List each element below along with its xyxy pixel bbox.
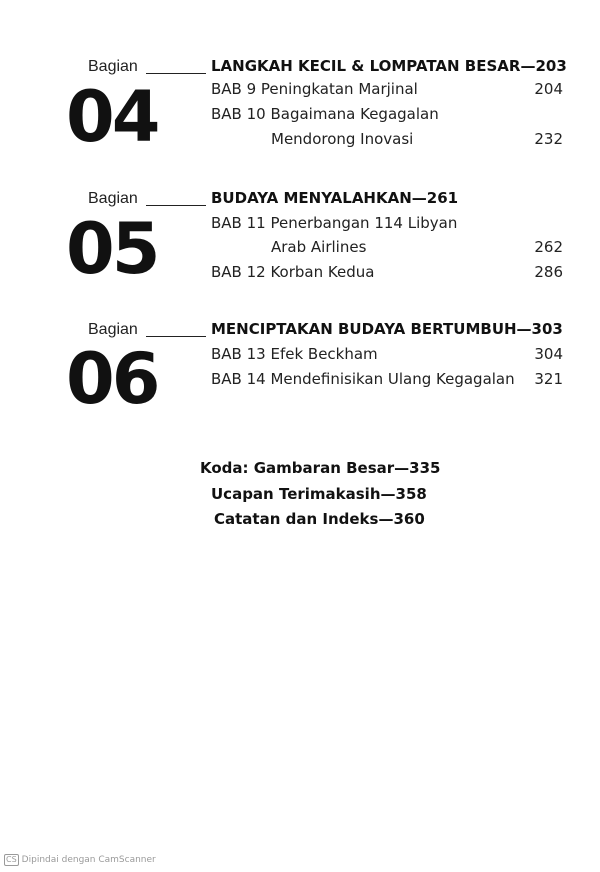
toc-entry-text: Arab Airlines [271, 238, 367, 256]
part-number: 06 [66, 338, 158, 420]
toc-entry-page: 304 [534, 345, 563, 363]
part-title: MENCIPTAKAN BUDAYA BERTUMBUH—303 [211, 320, 563, 338]
scanner-watermark-text: Dipindai dengan CamScanner [21, 855, 156, 865]
part-title: BUDAYA MENYALAHKAN—261 [211, 189, 459, 207]
toc-entry[interactable] [211, 80, 563, 98]
toc-entry-text: Mendorong Inovasi [271, 130, 414, 148]
toc-entry-page: 286 [534, 263, 563, 281]
toc-entry-text: BAB 12 Korban Kedua [211, 263, 375, 281]
closing-entry-koda[interactable]: Koda: Gambaran Besar—335 [200, 459, 441, 477]
part-title: LANGKAH KECIL & LOMPATAN BESAR—203 [211, 57, 567, 75]
closing-entry-notes-index[interactable]: Catatan dan Indeks—360 [214, 510, 425, 528]
part-number: 05 [66, 208, 158, 290]
part-label: Bagian [88, 321, 138, 338]
part-divider-line [146, 73, 206, 74]
toc-entry[interactable] [211, 345, 563, 363]
part-label: Bagian [88, 58, 138, 75]
part-divider-line [146, 205, 206, 206]
toc-entry-page: 232 [534, 130, 563, 148]
toc-entry[interactable] [211, 214, 563, 232]
toc-entry-text: BAB 10 Bagaimana Kegagalan [211, 105, 439, 123]
part-label: Bagian [88, 190, 138, 207]
part-divider-line [146, 336, 206, 337]
toc-entry-page: 321 [534, 370, 563, 388]
toc-entry-text: BAB 13 Efek Beckham [211, 345, 378, 363]
toc-entry-text: BAB 11 Penerbangan 114 Libyan [211, 214, 458, 232]
toc-entry-page: 262 [534, 238, 563, 256]
toc-entry[interactable] [271, 238, 563, 256]
closing-entry-acknowledgements[interactable]: Ucapan Terimakasih—358 [211, 485, 427, 503]
toc-entry[interactable] [271, 130, 563, 148]
toc-entry-text: BAB 14 Mendefinisikan Ulang Kegagalan [211, 370, 515, 388]
toc-entry-text: BAB 9 Peningkatan Marjinal [211, 80, 418, 98]
toc-entry[interactable] [211, 105, 563, 123]
toc-entry[interactable] [211, 370, 563, 388]
toc-entry[interactable] [211, 263, 563, 281]
part-number: 04 [66, 76, 158, 158]
camscanner-icon: CS [6, 855, 17, 864]
scanner-watermark [4, 854, 156, 866]
toc-entry-page: 204 [534, 80, 563, 98]
